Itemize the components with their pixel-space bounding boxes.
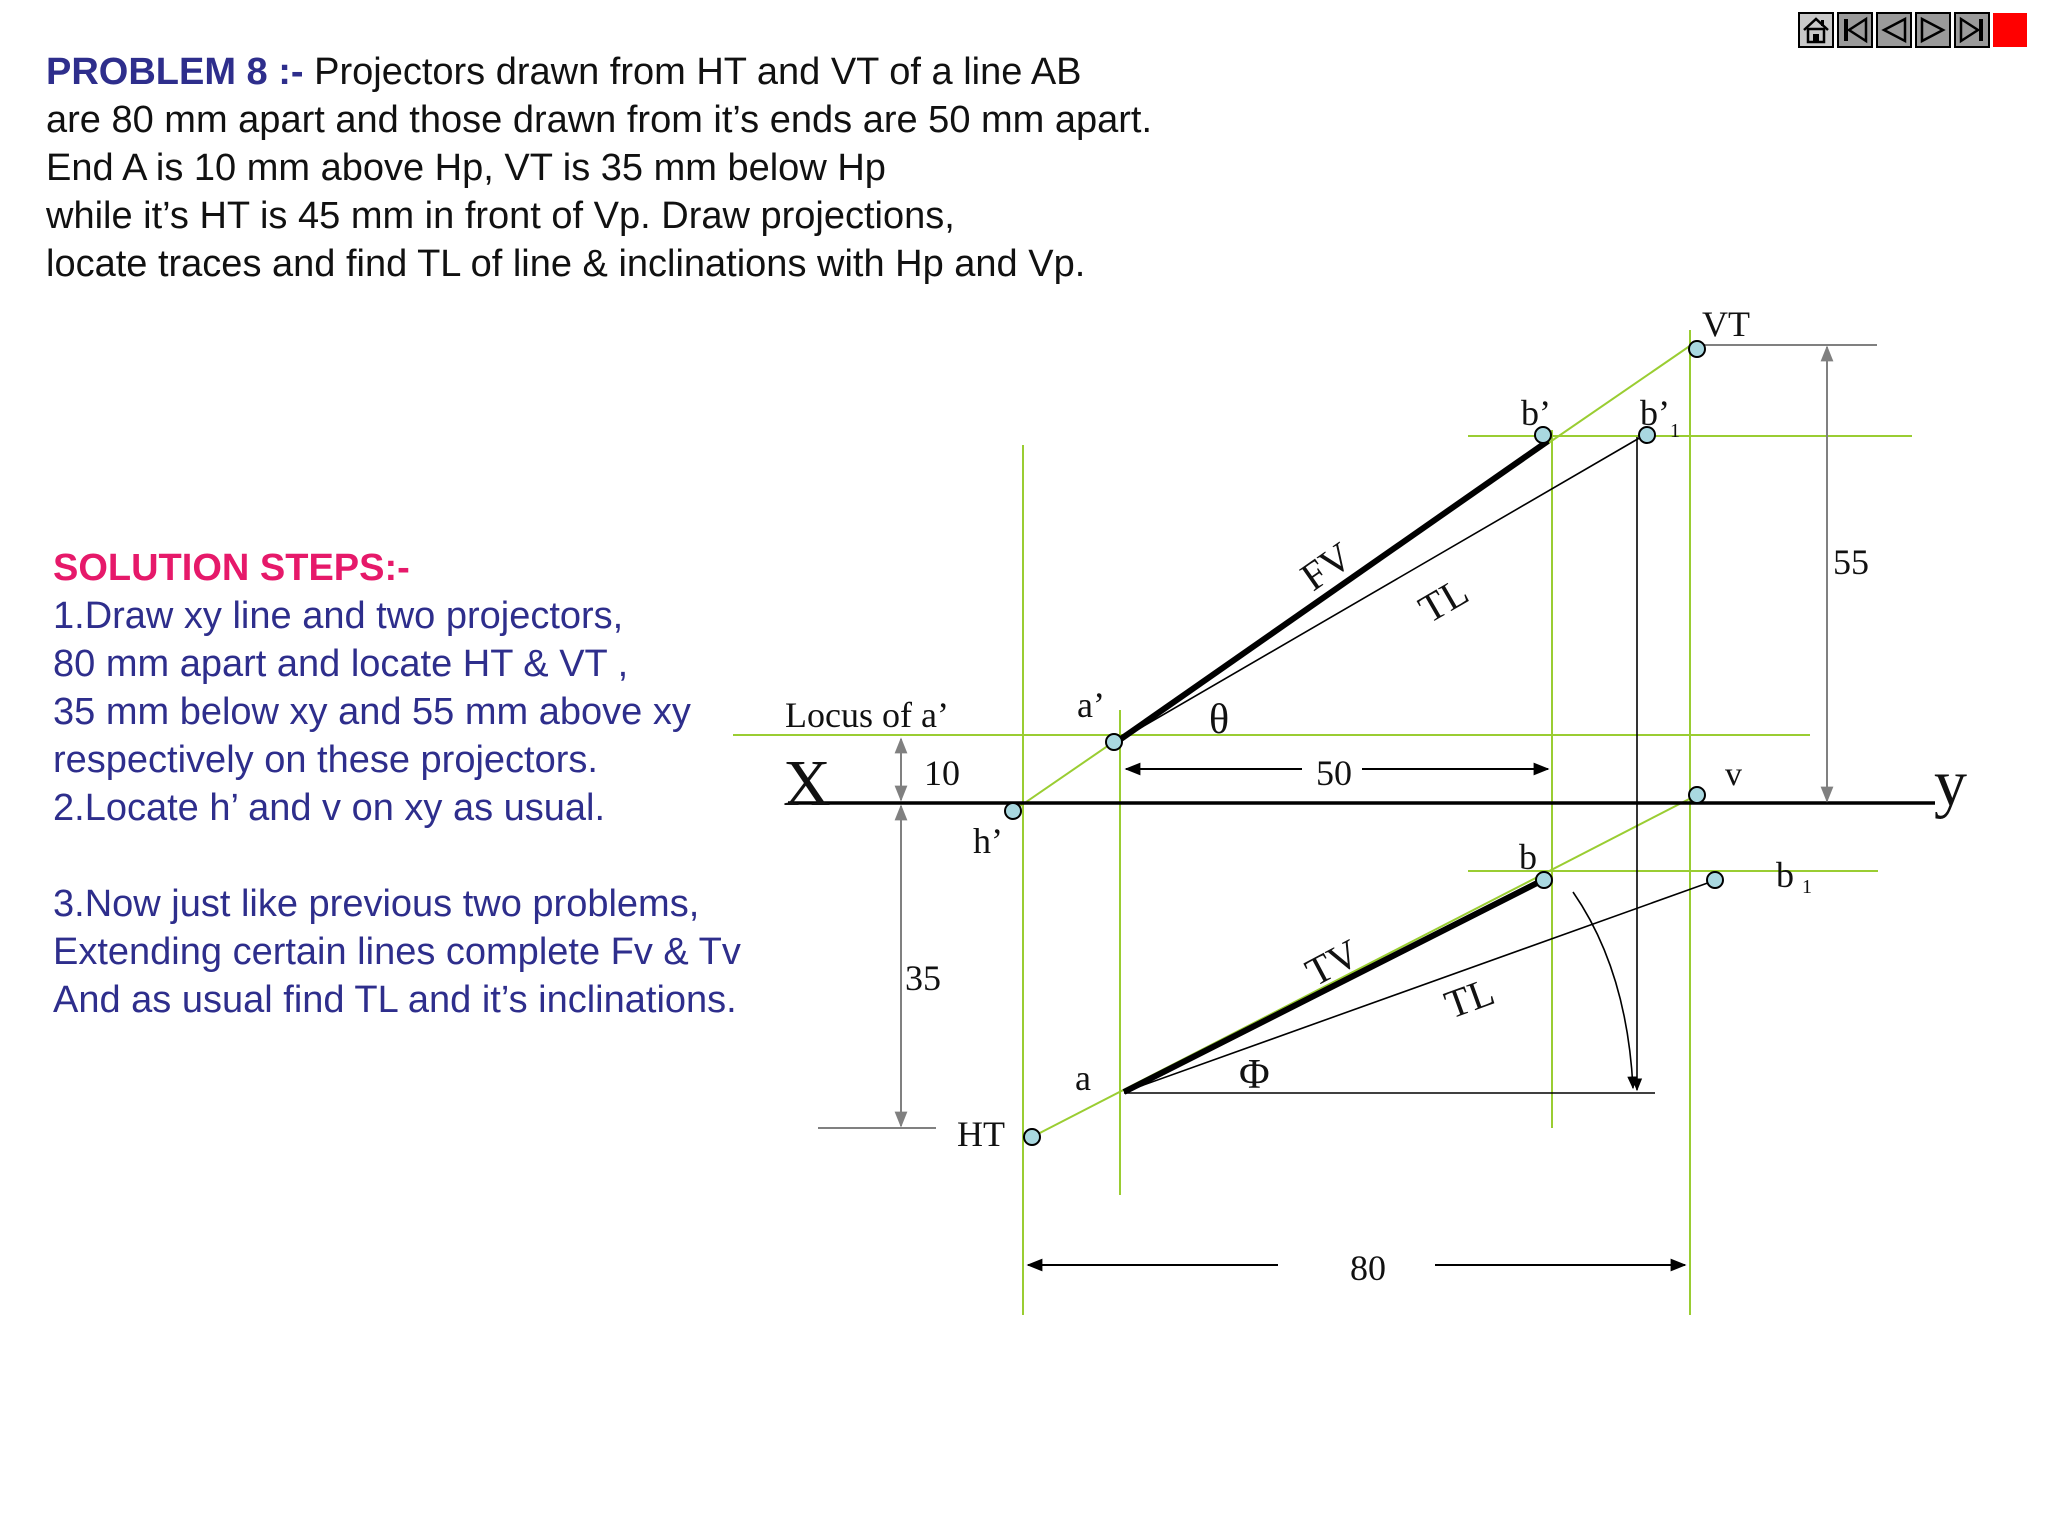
y-axis-label: y xyxy=(1934,747,1967,820)
v-label: v xyxy=(1725,756,1742,793)
front-view-line xyxy=(1118,441,1548,741)
b1-subscript: 1 xyxy=(1802,876,1812,898)
problem-line-3: End A is 10 mm above Hp, VT is 35 mm below Hp xyxy=(46,147,886,189)
phi-label: Φ xyxy=(1239,1052,1270,1098)
theta-label: θ xyxy=(1209,697,1230,743)
vt-label: VT xyxy=(1702,304,1750,344)
dim-55-value: 55 xyxy=(1833,542,1869,582)
h-prime-label: h’ xyxy=(973,821,1003,861)
v-point xyxy=(1689,787,1705,803)
ht-label: HT xyxy=(957,1114,1005,1154)
b-label: b xyxy=(1519,837,1537,877)
b-point xyxy=(1536,872,1552,888)
step-line-7: Extending certain lines complete Fv & Tv xyxy=(53,931,741,973)
steps-title: SOLUTION STEPS:- xyxy=(53,547,410,589)
tv-label: TV xyxy=(1298,930,1367,995)
h-prime-point xyxy=(1005,803,1021,819)
problem-heading: PROBLEM 8 :- xyxy=(46,51,304,93)
ht-point xyxy=(1024,1129,1040,1145)
problem-line-4: while it’s HT is 45 mm in front of Vp. Draw projections, xyxy=(46,195,955,237)
step-line-8: And as usual find TL and it’s inclinations. xyxy=(53,979,737,1021)
b1-point xyxy=(1707,872,1723,888)
locus-label: Locus of a’ xyxy=(785,695,949,735)
tl-front-label: TL xyxy=(1411,568,1476,632)
a-label: a xyxy=(1075,1058,1091,1098)
b1-prime-subscript: 1 xyxy=(1670,420,1680,442)
step-line-5: 2.Locate h’ and v on xy as usual. xyxy=(53,787,606,829)
b1-label xyxy=(1776,855,1812,898)
step-line-3: 35 mm below xy and 55 mm above xy xyxy=(53,691,691,733)
b1-prime-main: b’ xyxy=(1640,393,1670,433)
tl-top-label: TL xyxy=(1438,968,1501,1028)
dim-10-value: 10 xyxy=(924,753,960,793)
dim-80-value: 80 xyxy=(1350,1248,1386,1288)
problem-line-5: locate traces and find TL of line & inclinations with Hp and Vp. xyxy=(46,243,1086,285)
front-true-length-line xyxy=(1118,433,1648,741)
step-line-2: 80 mm apart and locate HT & VT , xyxy=(53,643,629,685)
a-prime-label: a’ xyxy=(1077,685,1105,725)
rotation-arc xyxy=(1573,892,1633,1088)
step-line-6: 3.Now just like previous two problems, xyxy=(53,883,700,925)
x-axis-label: X xyxy=(783,747,831,820)
step-line-1: 1.Draw xy line and two projectors, xyxy=(53,595,624,637)
step-line-4: respectively on these projectors. xyxy=(53,739,598,781)
dim-35-value: 35 xyxy=(905,958,941,998)
a-prime-point xyxy=(1106,734,1122,750)
problem-text-1: Projectors drawn from HT and VT of a line AB xyxy=(303,51,1082,93)
b1-main: b xyxy=(1776,855,1794,895)
fv-label: FV xyxy=(1292,533,1361,600)
top-true-length-line xyxy=(1124,880,1716,1092)
problem-line-2: are 80 mm apart and those drawn from it’s ends are 50 mm apart. xyxy=(46,99,1153,141)
b-prime-label: b’ xyxy=(1521,393,1551,433)
dim-50-value: 50 xyxy=(1316,753,1352,793)
